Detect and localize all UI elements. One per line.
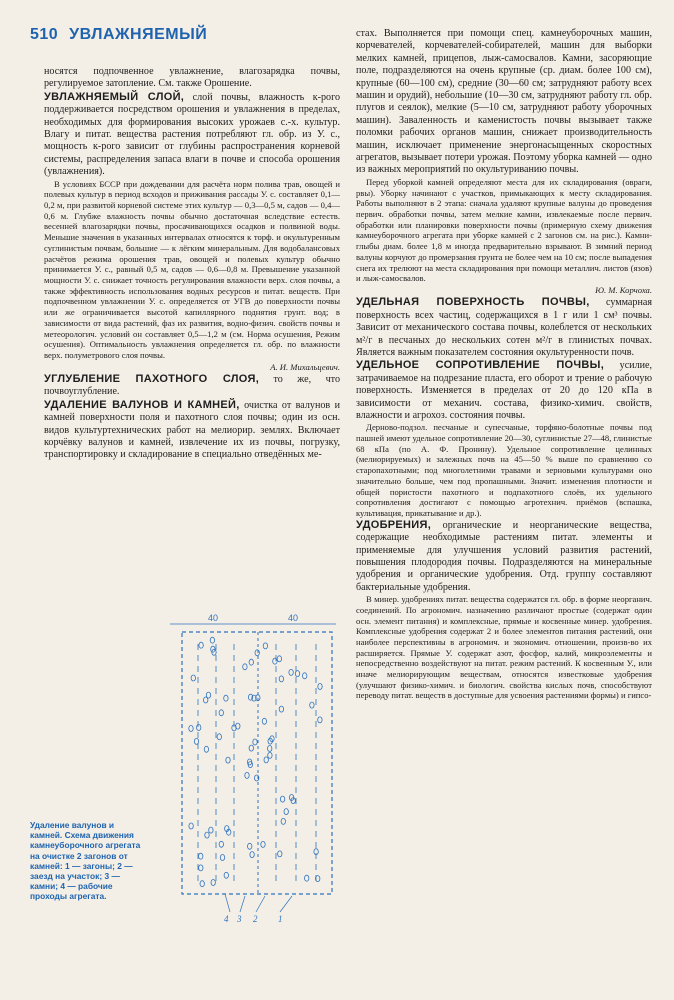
agregate-passes bbox=[198, 644, 316, 882]
entry-heading: УГЛУБЛЕНИЕ ПАХОТНОГО СЛОЯ, bbox=[44, 373, 260, 386]
stone-mark bbox=[249, 659, 253, 665]
entry-heading: УДЕЛЬНАЯ ПОВЕРХНОСТЬ ПОЧВЫ, bbox=[356, 296, 590, 309]
stone-mark bbox=[211, 880, 215, 886]
stone-mark bbox=[204, 746, 208, 752]
stone-mark bbox=[279, 706, 283, 712]
stone-mark bbox=[250, 852, 254, 858]
stone-mark bbox=[209, 827, 213, 833]
label-2: 2 bbox=[253, 914, 258, 924]
stone-mark bbox=[277, 656, 281, 662]
stone-mark bbox=[210, 637, 214, 643]
stone-mark bbox=[273, 658, 277, 664]
stone-mark bbox=[197, 725, 201, 731]
entry-uvlazhnyaemyi-sloi bbox=[44, 91, 340, 179]
leader-line bbox=[225, 894, 230, 912]
stone-mark bbox=[249, 745, 253, 751]
page-running-title: УВЛАЖНЯЕМЫЙ bbox=[69, 26, 208, 43]
stone-mark bbox=[262, 718, 266, 724]
figure-caption: Удаление валунов и камней. Схема движения камнеуборочного агрегата на очистке 2 загонов от камней: 1 — загоны; 2 — заезд на участок; 3 — камни; 4 — рабочие проходы агрегата. bbox=[30, 820, 141, 902]
continued-text: стах. Выполняется при помощи спец. камнеуборочных машин, корчевателей, корчевателей-собирателей, машин для выборки мелких камней, прицепов, лыж-самосвалов. Камни, засоряющие поле, подразделяются на очень крупные (ср. диам. более 100 см), крупные (60—100 см), средние (30—60 см; затрудняют работу всех машин и орудий), небольшие (10—30 см, затрудняют работу гл. обр. плугов и сеялок), мелкие (5—10 см, затрудняют работу уборочных машин). Заваленность и каменистость почвы вызывает также поломки рабочих органов машин, снижает производительность машин, исключает применение энергонасыщенных скоростных агрегатов, вызывает потери урожая. Поэтому уборка камней — одно из важных мероприятий по окультуриванию почвы. bbox=[356, 28, 652, 176]
label-4: 4 bbox=[224, 914, 229, 924]
stone-mark bbox=[217, 734, 221, 740]
stone-mark bbox=[279, 676, 283, 682]
stone-mark bbox=[199, 642, 203, 648]
stone-mark bbox=[205, 832, 209, 838]
entry-heading: УДАЛЕНИЕ ВАЛУНОВ И КАМНЕЙ, bbox=[44, 398, 240, 411]
entry-detail: В условиях БССР при дождевании для расчёта норм полива трав, овощей и полевых культур в период всходов и приживания рассады У. с. составляет 0,1—0,2 м, при развитой корневой системе этих культур — 0,3—0,5 м, садов — 0,4—0,6 м. Глубже влажность почвы обычно достаточная вследствие естеств. весенней влагозарядки почвы, просачивающихся осадков и полвиной воды. Меньшие значения в указанных интервалах относятся к торф. и окультуренным суглинистым почвам, большие — к лёгким минеральным. Для водобалансовых расчётов режима орошения трав, овощей и полевых культур обычно принимается У. с., равный 0,5 м, садов — 0,6—0,8 м. Превышение указанной мощности У. с. снижает точность регулирования влажности верх. слоя почвы, а также эффективность использования водных ресурсов и питат. веществ. При подпочвенном увлажнении У. с. определяется от УГВ до поверхности почвы или же ограничивается высотой капиллярного поднятия грунт. вод; в зависимости от вида растений, фаз их развития, водно-физич. свойств почвы и метеорологич. условий он составляет 0,5—1,2 м (см. Норма осушения, Режим осушения). Оптимальность увлажнения определяется гл. обр. по влажности верх. полуметрового слоя почвы. bbox=[44, 178, 340, 360]
page-header bbox=[30, 26, 207, 44]
entry-text: суммарная поверхность всех частиц, содержащихся в 1 г или 1 см³ почвы. Зависит от механического состава почвы, колеблется от нескольких м²/г в песчаных до нескольких сотен м²/г в глинистых почвах. Является важным показателем состояния окультуренности почв. bbox=[356, 297, 652, 358]
field-boundary bbox=[182, 632, 332, 894]
entry-text: то же, что почвоуглубление. bbox=[44, 374, 340, 398]
stone-mark bbox=[289, 669, 293, 675]
left-column bbox=[44, 66, 340, 462]
entry-text: усилие, затрачиваемое на подрезание пласта, его оборот и трение о рабочую поверхность. Изменяется в пределах от 20 до 120 кПа в зависимости от механич. состава, физико-химич. свойств, влажности и агрохоз. состояния почвы. bbox=[356, 360, 653, 421]
entry-detail: Перед уборкой камней определяют места для их складирования (овраги, рвы). Уборку начинают с участков, примыкающих к месту складирования. Работы выполняют в 2 этапа: сначала удаляют крупные валуны до проведения первич. обработки почвы, затем мелкие камни, извлекаемые после первич. обработки или планировки поверхности почвы (примерную схему движения камнеуборочного агрегата при уборке камней с 2 загонов см. на рис.). Камни-глыбы диам. более 1,8 м иногда предварительно взрывают. В зимний период валуны корчуют до промерзания грунта не более чем на 10 см; после выпадения снега их трелюют на места складирования при помощи металлич. листов (язов) и лыж-самосвалов. bbox=[356, 176, 652, 284]
stone-mark bbox=[303, 673, 307, 679]
leader-line bbox=[280, 896, 292, 912]
stone-mark bbox=[264, 757, 268, 763]
stone-mark bbox=[224, 695, 228, 701]
entry-udalenie bbox=[44, 399, 340, 462]
entry-detail: Дерново-подзол. песчаные и супесчаные, торфяно-болотные почвы под пашней имеют удельное сопротивление 20—30, суглинистые 27—48, глинистые 68 кПа (по А. Ф. Пронину). Удельное сопротивление целинных (мелиорируемых) и залежных почв на 45—50 % выше по сравнению со старопахотными; под многолетними травами и зерновыми культурами оно значительно больше, чем под пропашными. Значит. изменения плотности и общей пористости пахотного и подпахотного слоёв, их удельного сопротивления достигают с помощью агротехнич. приёмов (вспашка, культивация, прикатывание и др.). bbox=[356, 422, 652, 518]
stone-mark bbox=[194, 738, 198, 744]
stone-mark bbox=[219, 841, 223, 847]
stone-mark bbox=[278, 851, 282, 857]
stones bbox=[189, 637, 322, 887]
right-column bbox=[356, 28, 652, 701]
stone-mark bbox=[199, 865, 203, 871]
stone-mark bbox=[191, 675, 195, 681]
stone-mark bbox=[220, 855, 224, 861]
stone-mark bbox=[318, 717, 322, 723]
entry-text: органические и неорганические вещества, содержащие необходимые растениям питат. элементы и применяемые для улучшения условий развития растений, повышения плодородия почвы. Подразделяются на минеральные удобрения и органические удобрения. Отд. группу составляют бактериальные удобрения. bbox=[356, 519, 652, 593]
entry-udelnoe-soprotivlenie bbox=[356, 359, 652, 422]
entry-heading: УДОБРЕНИЯ, bbox=[356, 518, 432, 531]
stone-mark bbox=[200, 881, 204, 887]
stone-mark bbox=[199, 853, 203, 859]
stone-mark bbox=[318, 684, 322, 690]
author-signature: А. И. Михальцевич. bbox=[270, 361, 340, 372]
stone-mark bbox=[261, 841, 265, 847]
entry-uglublenie bbox=[44, 373, 340, 399]
stone-mark bbox=[189, 823, 193, 829]
stone-mark bbox=[248, 843, 252, 849]
stone-mark bbox=[284, 809, 288, 815]
stone-mark bbox=[219, 710, 223, 716]
entry-udelnaya-poverkhnost bbox=[356, 296, 652, 359]
stone-mark bbox=[253, 739, 257, 745]
stone-mark bbox=[310, 702, 314, 708]
stone-mark bbox=[305, 875, 309, 881]
author-signature: Ю. М. Корчоха. bbox=[595, 284, 652, 295]
stone-mark bbox=[268, 746, 272, 752]
entry-heading: УВЛАЖНЯЕМЫЙ СЛОЙ, bbox=[44, 90, 185, 103]
stone-mark bbox=[295, 671, 299, 677]
stone-mark bbox=[226, 757, 230, 763]
entry-heading: УДЕЛЬНОЕ СОПРОТИВЛЕНИЕ ПОЧВЫ, bbox=[356, 359, 605, 372]
dimension-right-label: 40 bbox=[288, 614, 299, 623]
stone-mark bbox=[243, 664, 247, 670]
leader-line bbox=[256, 896, 265, 912]
stone-mark bbox=[263, 643, 267, 649]
stone-mark bbox=[245, 772, 249, 778]
intro-paragraph: носятся подпочвенное увлажнение, влагозарядка почвы, регулируемое затопление. См. также Орошение. bbox=[44, 66, 340, 90]
entry-text: слой почвы, влажность к-рого поддерживается посредством орошения и увлажнения в пределах, необходимых для формирования высоких урожаев с.-х. культур. Влагу и питат. вещества растения потребляют гл. обр. из У. с., мощность к-рого зависит от глубины распространения корневой системы, распределения запаса влаги в почве и способа орошения (увлажнения). bbox=[44, 91, 340, 178]
entry-detail: В минер. удобрениях питат. вещества содержатся гл. обр. в форме неорганич. соединений. По агрономич. назначению различают простые (содержат один осн. элемент питания) и комплексные, прямые и косвенные минер. удобрения. Комплексные удобрения содержат 2 и более элементов питания растений, они наиболее перспективны в агрономич. и экономич. отношении, произв-во их расширяется. Прямые У. содержат азот, фосфор, калий, микроэлементы и непосредственно воздействуют на питат. режим растений. К косвенным У., или иначе мелиорирующим веществам, относятся известковые удобрения (улучшают физико-химич. и биологич. свойства кислых почв, способствуют переводу питат. веществ в доступные для усвоения растениями формы) и гипсо- bbox=[356, 594, 652, 701]
label-1: 1 bbox=[278, 914, 283, 924]
dimension-left-label: 40 bbox=[208, 614, 219, 623]
stone-mark bbox=[255, 650, 259, 656]
entry-text: очистка от валунов и камней поверхности поля и пахотного слоя почвы; один из осн. видов культуртехнических работ на мелиорир. землях. Включает корчёвку валунов и камней, извлечение их из почвы, погрузку, транспортировку и складирование в специально отведённых ме- bbox=[44, 399, 341, 461]
stone-mark bbox=[268, 752, 272, 758]
stone-mark bbox=[224, 872, 228, 878]
entry-udobreniya bbox=[356, 519, 652, 594]
label-3: 3 bbox=[237, 914, 242, 924]
page-number: 510 bbox=[30, 26, 59, 43]
leader-line bbox=[240, 896, 245, 912]
stone-mark bbox=[189, 726, 193, 732]
stone-mark bbox=[206, 692, 210, 698]
stone-mark bbox=[281, 818, 285, 824]
stone-mark bbox=[280, 796, 284, 802]
